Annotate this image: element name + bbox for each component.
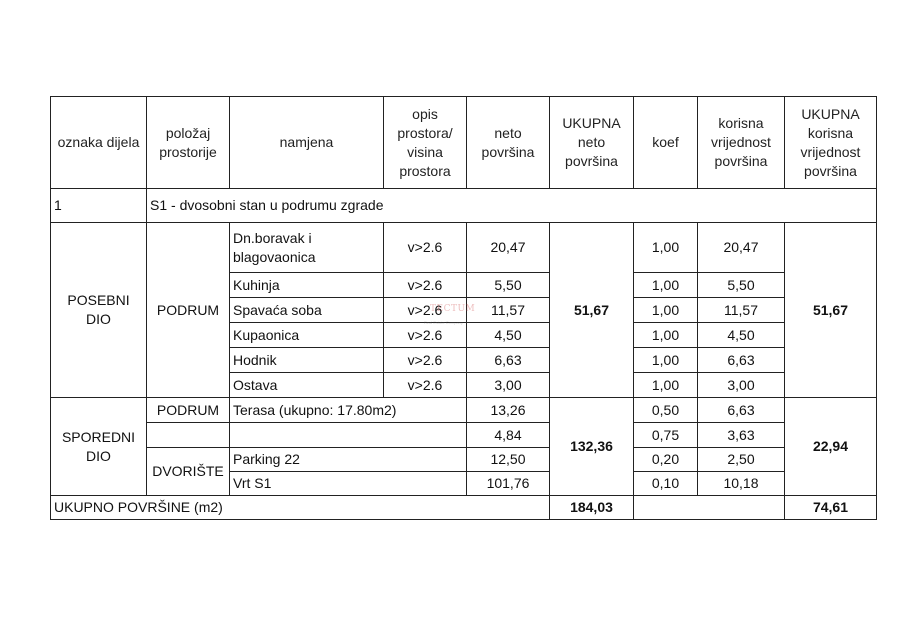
header-namjena: namjena (230, 97, 384, 189)
koef-cell: 0,75 (634, 423, 698, 448)
koef-cell: 0,20 (634, 448, 698, 472)
korisna-cell: 5,50 (698, 273, 785, 298)
section-number: 1 (51, 189, 147, 223)
section-row (51, 189, 877, 223)
position-empty (147, 423, 230, 448)
koef-cell: 0,50 (634, 398, 698, 423)
neto-cell: 11,57 (467, 298, 550, 323)
part-sporedni: SPOREDNI DIO (51, 398, 147, 496)
namjena-cell: Kupaonica (230, 323, 384, 348)
neto-cell: 3,00 (467, 373, 550, 398)
sporedni-total-korisna: 22,94 (785, 398, 877, 496)
table-row (51, 448, 877, 472)
neto-cell: 4,84 (467, 423, 550, 448)
koef-cell: 1,00 (634, 323, 698, 348)
korisna-cell: 6,63 (698, 398, 785, 423)
namjena-cell: Terasa (ukupno: 17.80m2) (230, 398, 467, 423)
area-table (50, 96, 877, 520)
totals-korisna: 74,61 (785, 496, 877, 520)
namjena-cell (230, 423, 467, 448)
visina-cell: v>2.6 (384, 273, 467, 298)
visina-cell: v>2.6 (384, 298, 467, 323)
header-oznaka: oznaka dijela (51, 97, 147, 189)
neto-cell: 4,50 (467, 323, 550, 348)
header-row (51, 97, 877, 189)
header-opis: opis prostora/ visina prostora (384, 97, 467, 189)
totals-neto: 184,03 (550, 496, 634, 520)
namjena-cell: Ostava (230, 373, 384, 398)
header-neto: neto površina (467, 97, 550, 189)
namjena-cell: Spavaća soba (230, 298, 384, 323)
visina-cell: v>2.6 (384, 323, 467, 348)
visina-cell: v>2.6 (384, 348, 467, 373)
korisna-cell: 6,63 (698, 348, 785, 373)
part-posebni: POSEBNI DIO (51, 223, 147, 398)
neto-cell: 20,47 (467, 223, 550, 273)
totals-label: UKUPNO POVRŠINE (m2) (51, 496, 550, 520)
koef-cell: 1,00 (634, 273, 698, 298)
position-dvoriste: DVORIŠTE (147, 448, 230, 496)
namjena-cell: Parking 22 (230, 448, 467, 472)
koef-cell: 1,00 (634, 373, 698, 398)
watermark-brand: TECTUM (430, 304, 476, 314)
namjena-cell: Kuhinja (230, 273, 384, 298)
korisna-cell: 4,50 (698, 323, 785, 348)
visina-cell: v>2.6 (384, 223, 467, 273)
header-polozaj: položaj prostorije (147, 97, 230, 189)
section-title: S1 - dvosobni stan u podrumu zgrade (147, 189, 877, 223)
totals-empty (634, 496, 785, 520)
korisna-cell: 2,50 (698, 448, 785, 472)
position-podrum: PODRUM (147, 398, 230, 423)
sporedni-total-neto: 132,36 (550, 398, 634, 496)
neto-cell: 101,76 (467, 472, 550, 496)
korisna-cell: 11,57 (698, 298, 785, 323)
neto-cell: 5,50 (467, 273, 550, 298)
koef-cell: 1,00 (634, 348, 698, 373)
namjena-cell: Vrt S1 (230, 472, 467, 496)
totals-row (51, 496, 877, 520)
header-korisna: korisna vrijednost površina (698, 97, 785, 189)
korisna-cell: 10,18 (698, 472, 785, 496)
neto-cell: 12,50 (467, 448, 550, 472)
posebni-total-neto: 51,67 (550, 223, 634, 398)
korisna-cell: 3,00 (698, 373, 785, 398)
header-koef: koef (634, 97, 698, 189)
neto-cell: 6,63 (467, 348, 550, 373)
koef-cell: 0,10 (634, 472, 698, 496)
table-row (51, 223, 877, 273)
table-row (51, 398, 877, 423)
visina-cell: v>2.6 (384, 373, 467, 398)
header-ukupna-korisna: UKUPNA korisna vrijednost površina (785, 97, 877, 189)
namjena-cell: Hodnik (230, 348, 384, 373)
namjena-cell: Dn.boravak i blagovaonica (230, 223, 384, 273)
neto-cell: 13,26 (467, 398, 550, 423)
koef-cell: 1,00 (634, 223, 698, 273)
korisna-cell: 3,63 (698, 423, 785, 448)
header-ukupna-neto: UKUPNA neto površina (550, 97, 634, 189)
table-row (51, 423, 877, 448)
koef-cell: 1,00 (634, 298, 698, 323)
watermark-sub: Real Estate Company (424, 320, 463, 325)
korisna-cell: 20,47 (698, 223, 785, 273)
posebni-total-korisna: 51,67 (785, 223, 877, 398)
position-podrum: PODRUM (147, 223, 230, 398)
